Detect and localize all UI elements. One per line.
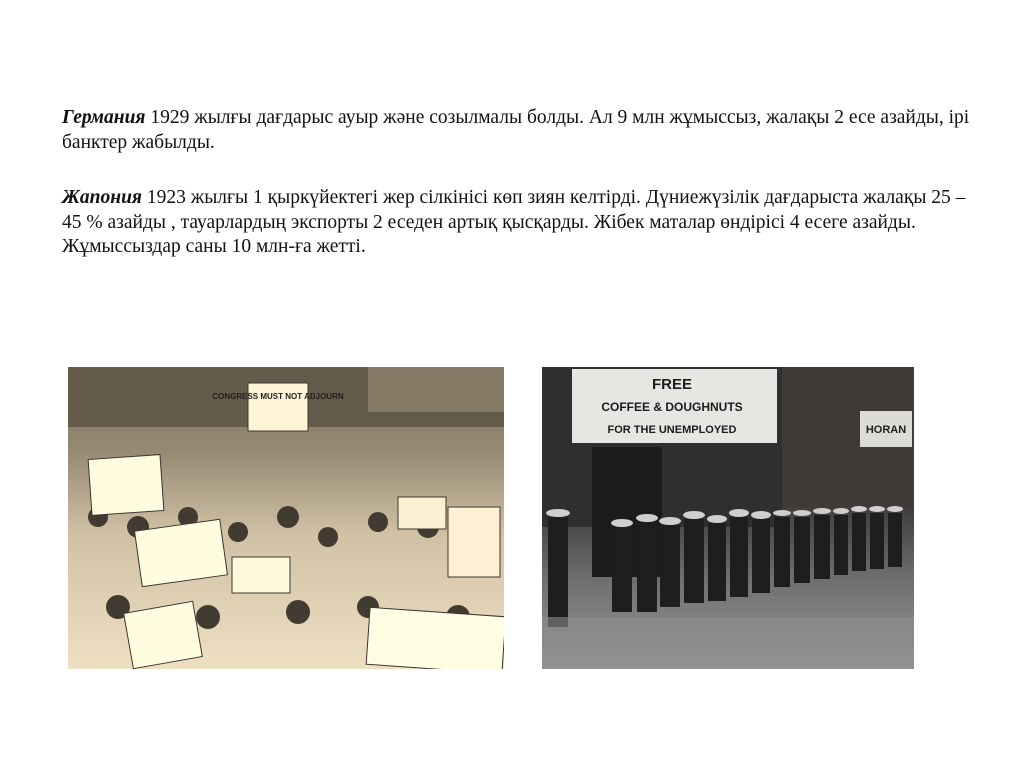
banner-unemployed-text: FOR THE UNEMPLOYED	[607, 424, 737, 436]
horan-sign-text: HORAN	[865, 424, 907, 436]
banner-coffee-text: COFFEE & DOUGHNUTS	[601, 400, 743, 414]
germany-text: 1929 жылғы дағдарыс ауыр және созылмалы болды. Ал 9 млн жұмыссыз, жалақы 2 есе азайды, ірі банктер жабылды.	[62, 107, 970, 153]
sign-starve	[232, 557, 290, 593]
pavement	[542, 617, 914, 669]
sign-come-go	[135, 519, 228, 586]
sign-1917	[88, 455, 164, 516]
sign-congress-right	[448, 507, 500, 577]
sign-pay-bonus	[124, 601, 203, 668]
country-germany: Германия	[62, 107, 146, 128]
sign-congress-text: CONGRESS MUST NOT ADJOURN	[212, 392, 344, 401]
country-japan: Жапония	[62, 187, 142, 208]
sign-congress	[248, 383, 308, 431]
photo-soup-kitchen-line	[542, 367, 914, 669]
japan-text: 1923 жылғы 1 қыркүйектегі жер сілкінісі көп зиян келтірді. Дүниежүзілік дағдарыста жалақы 25 – 45 % азайды , тауарлардың экспорты 2 еседен артық қысқарды. Жібек маталар өндірісі 4 есеге азайды. Жұмыссыздар саны 10 млн-ға жетті.	[62, 187, 966, 257]
photo-bonus-army-protest	[68, 367, 504, 669]
paragraph-japan	[62, 186, 982, 260]
paragraph-germany	[62, 106, 982, 155]
sign-bonus	[398, 497, 446, 529]
banner-free-text: FREE	[651, 376, 693, 393]
protest-illustration	[68, 367, 504, 669]
sign-all-veterans	[366, 607, 504, 669]
background-building	[368, 367, 504, 412]
breadline-illustration	[542, 367, 914, 669]
